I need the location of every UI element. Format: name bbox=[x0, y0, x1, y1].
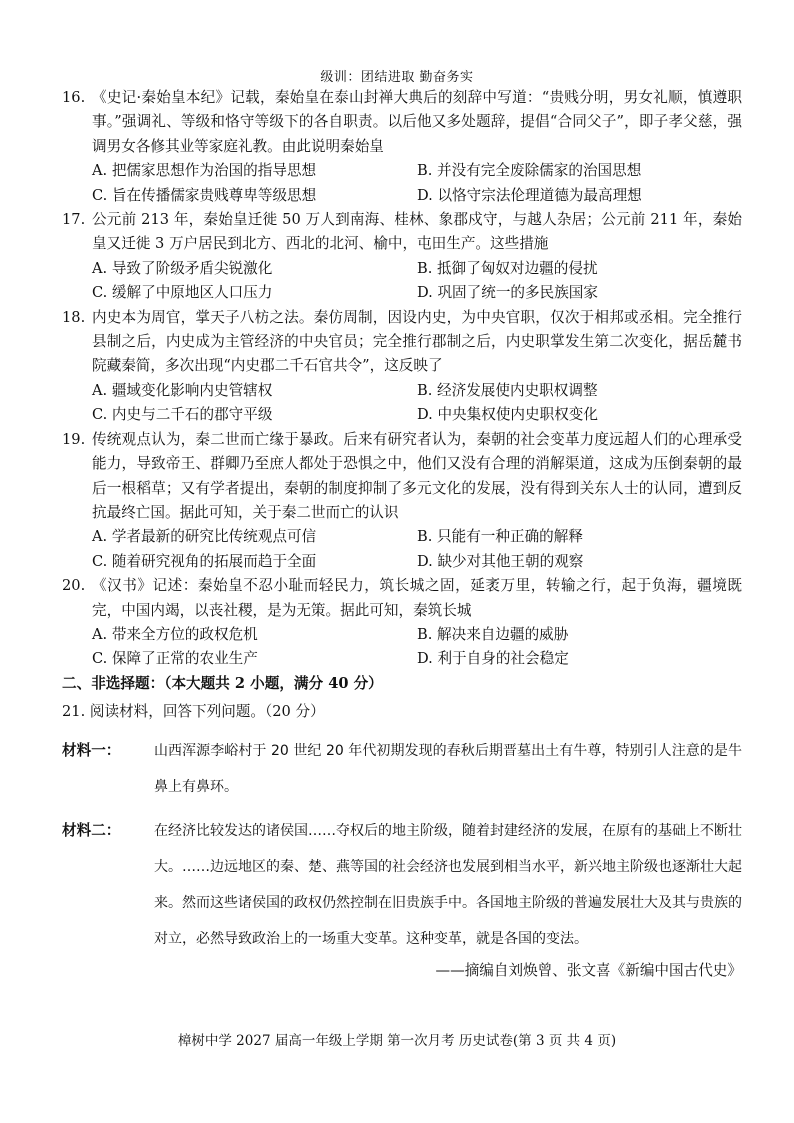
question-19 bbox=[62, 428, 742, 574]
material-2 bbox=[62, 813, 742, 957]
question-17 bbox=[62, 208, 742, 306]
question-20 bbox=[62, 574, 742, 672]
class-motto: 级训：团结进取 勤奋务实 bbox=[320, 70, 474, 85]
question-stem: 传统观点认为，秦二世而亡缘于暴政。后来有研究者认为，秦朝的社会变革力度远超人们的心理承受能力，导致帝王、群卿乃至庶人都处于恐惧之中，他们又没有合理的消解渠道，这成为压倒秦朝的最后一根稻草；又有学者提出，秦朝的制度抑制了多元文化的发展，没有得到关东人士的认同，遭到反抗最终亡国。据此可知，关于秦二世而亡的认识 bbox=[92, 430, 742, 521]
option-d: D. 利于自身的社会稳定 bbox=[417, 650, 569, 668]
question-21-intro: 21. 阅读材料，回答下列问题。（20 分） bbox=[62, 703, 325, 721]
options bbox=[92, 159, 742, 208]
section-title: 二、非选择题：（本大题共 2 小题，满分 40 分） bbox=[62, 674, 383, 692]
option-d: D. 巩固了统一的多民族国家 bbox=[417, 284, 598, 302]
question-number: 19. bbox=[62, 430, 86, 448]
option-c: C. 随着研究视角的拓展而趋于全面 bbox=[92, 552, 317, 570]
material-text: 山西浑源李峪村于 20 世纪 20 年代初期发现的春秋后期晋墓出土有牛尊，特别引人注意的是牛鼻上有鼻环。 bbox=[154, 742, 742, 795]
option-b: B. 解决来自边疆的威胁 bbox=[417, 625, 569, 643]
option-a: A. 疆域变化影响内史管辖权 bbox=[92, 381, 273, 399]
options bbox=[92, 623, 742, 672]
option-a: A. 学者最新的研究比传统观点可信 bbox=[92, 528, 317, 546]
option-c: C. 保障了正常的农业生产 bbox=[92, 650, 258, 668]
option-a: A. 导致了阶级矛盾尖锐激化 bbox=[92, 259, 273, 277]
options bbox=[92, 379, 742, 428]
question-number: 17. bbox=[62, 211, 86, 229]
question-stem: 《史记·秦始皇本纪》记载，秦始皇在泰山封禅大典后的刻辞中写道：“贵贱分明，男女礼顺，慎遵职事。”强调礼、等级和恪守等级下的各自职责。以后他又多处题辞，提倡“合同父子”，即子孝父慈，强调男女各修其业等家庭礼教。由此说明秦始皇 bbox=[92, 89, 742, 155]
page-footer: 樟树中学 2027 届高一年级上学期 第一次月考 历史试卷(第 3 页 共 4 页) bbox=[177, 1033, 617, 1049]
question-stem: 内史本为周官，掌天子八枋之法。秦仿周制，因设内史，为中央官职，仅次于相邦或丞相。完全推行县制之后，内史成为主管经济的中央官员；完全推行郡制之后，内史职掌发生第二次变化，据岳麓书院藏秦简，多次出现“内史郡二千石官共令”，这反映了 bbox=[92, 308, 742, 375]
material-label: 材料一： bbox=[62, 741, 121, 759]
question-number: 18. bbox=[62, 308, 86, 326]
option-d: D. 缺少对其他王朝的观察 bbox=[417, 552, 584, 570]
option-a: A. 带来全方位的政权危机 bbox=[92, 625, 258, 643]
material-1 bbox=[62, 733, 742, 805]
options bbox=[92, 525, 742, 574]
source-citation: ——摘编自刘焕曾、张文喜《新编中国古代史》 bbox=[435, 961, 742, 979]
question-16 bbox=[62, 86, 742, 208]
question-stem: 公元前 213 年，秦始皇迁徙 50 万人到南海、桂林、象郡戍守，与越人杂居；公元前 211 年，秦始皇又迁徙 3 万户居民到北方、西北的北河、榆中，屯田生产。这些措施 bbox=[92, 211, 742, 253]
option-c: C. 旨在传播儒家贵贱尊卑等级思想 bbox=[92, 186, 317, 204]
option-b: B. 抵御了匈奴对边疆的侵扰 bbox=[417, 259, 598, 277]
option-b: B. 经济发展使内史职权调整 bbox=[417, 381, 598, 399]
option-c: C. 内史与二千石的郡守平级 bbox=[92, 406, 273, 424]
question-number: 20. bbox=[62, 577, 86, 595]
material-text: 在经济比较发达的诸侯国……夺权后的地主阶级，随着封建经济的发展，在原有的基础上不断壮大。……边远地区的秦、楚、燕等国的社会经济也发展到相当水平，新兴地主阶级也逐渐壮大起来。然而这些诸侯国的政权仍然控制在旧贵族手中。各国地主阶级的普遍发展壮大及其与贵族的对立，必然导致政治上的一场重大变革。这种变革，就是各国的变法。 bbox=[154, 822, 742, 947]
question-stem: 《汉书》记述：秦始皇不忍小耻而轻民力，筑长城之固，延袤万里，转输之行，起于负海，疆境既完，中国内竭，以丧社稷，是为无策。据此可知，秦筑长城 bbox=[92, 577, 742, 619]
options bbox=[92, 257, 742, 306]
question-number: 16. bbox=[62, 89, 86, 106]
option-b: B. 只能有一种正确的解释 bbox=[417, 528, 583, 546]
option-a: A. 把儒家思想作为治国的指导思想 bbox=[92, 162, 317, 180]
option-d: D. 中央集权使内史职权变化 bbox=[417, 406, 598, 424]
option-c: C. 缓解了中原地区人口压力 bbox=[92, 284, 273, 302]
option-b: B. 并没有完全废除儒家的治国思想 bbox=[417, 162, 642, 180]
option-d: D. 以恪守宗法伦理道德为最高理想 bbox=[417, 186, 642, 204]
question-18 bbox=[62, 306, 742, 428]
material-label: 材料二： bbox=[62, 821, 121, 839]
page-content bbox=[62, 86, 742, 983]
